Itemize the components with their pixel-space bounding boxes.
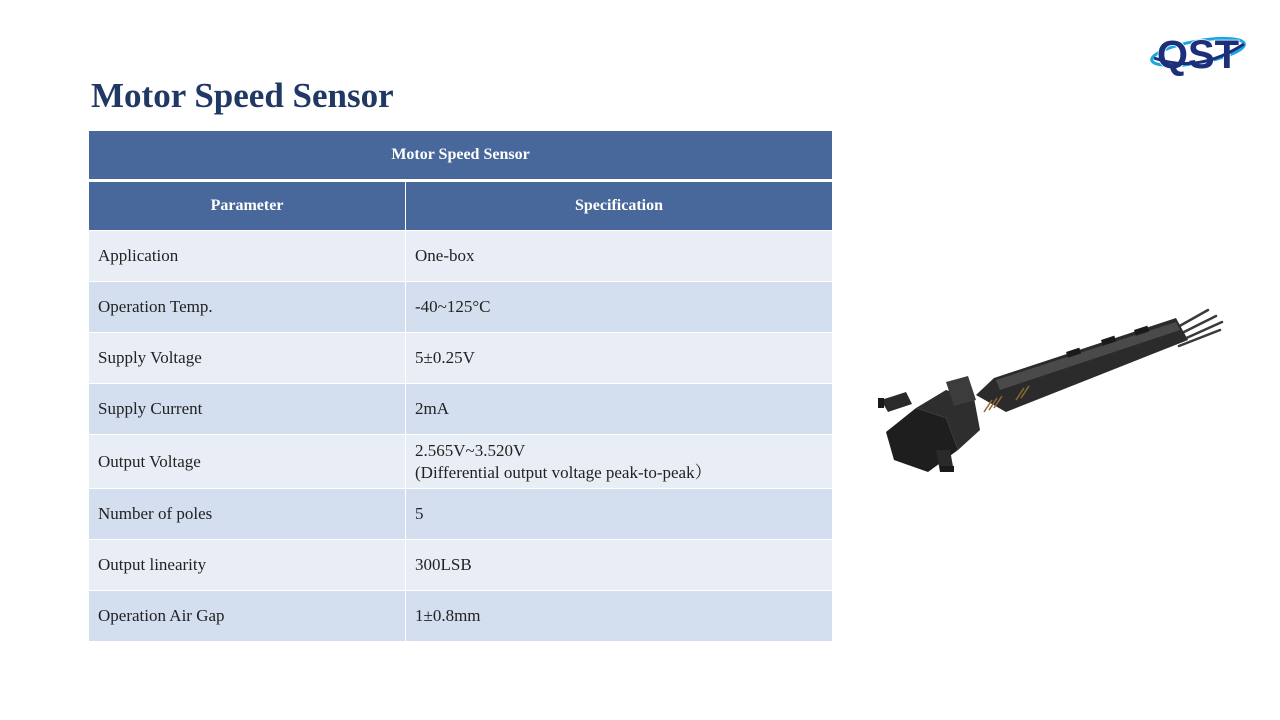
qst-logo-icon	[1148, 24, 1248, 84]
table-row	[89, 540, 833, 591]
page-title: Motor Speed Sensor	[91, 76, 394, 115]
param-cell: Supply Current	[89, 384, 406, 435]
table-title-row	[89, 131, 833, 181]
motor-speed-sensor-image	[876, 300, 1226, 475]
value-line-1: 2.565V~3.520V	[415, 440, 526, 460]
table-row	[89, 591, 833, 642]
param-cell: Operation Air Gap	[89, 591, 406, 642]
header-specification: Specification	[406, 181, 833, 231]
value-cell	[406, 435, 833, 489]
value-cell: 300LSB	[406, 540, 833, 591]
value-cell: -40~125°C	[406, 282, 833, 333]
value-cell: One-box	[406, 231, 833, 282]
value-cell: 5±0.25V	[406, 333, 833, 384]
table-header-row	[89, 181, 833, 231]
param-cell: Operation Temp.	[89, 282, 406, 333]
param-cell: Output Voltage	[89, 435, 406, 489]
table-row	[89, 435, 833, 489]
param-cell: Output linearity	[89, 540, 406, 591]
logo-text: QST	[1156, 33, 1240, 77]
table-row	[89, 489, 833, 540]
value-cell: 5	[406, 489, 833, 540]
value-cell: 2mA	[406, 384, 833, 435]
param-cell: Application	[89, 231, 406, 282]
table-row	[89, 231, 833, 282]
value-cell: 1±0.8mm	[406, 591, 833, 642]
table-row	[89, 384, 833, 435]
header-parameter: Parameter	[89, 181, 406, 231]
param-cell: Number of poles	[89, 489, 406, 540]
table-title: Motor Speed Sensor	[89, 131, 833, 181]
table-row	[89, 333, 833, 384]
param-cell: Supply Voltage	[89, 333, 406, 384]
table-row	[89, 282, 833, 333]
value-line-2: (Differential output voltage peak-to-peak）	[415, 462, 712, 482]
spec-table	[88, 130, 833, 642]
